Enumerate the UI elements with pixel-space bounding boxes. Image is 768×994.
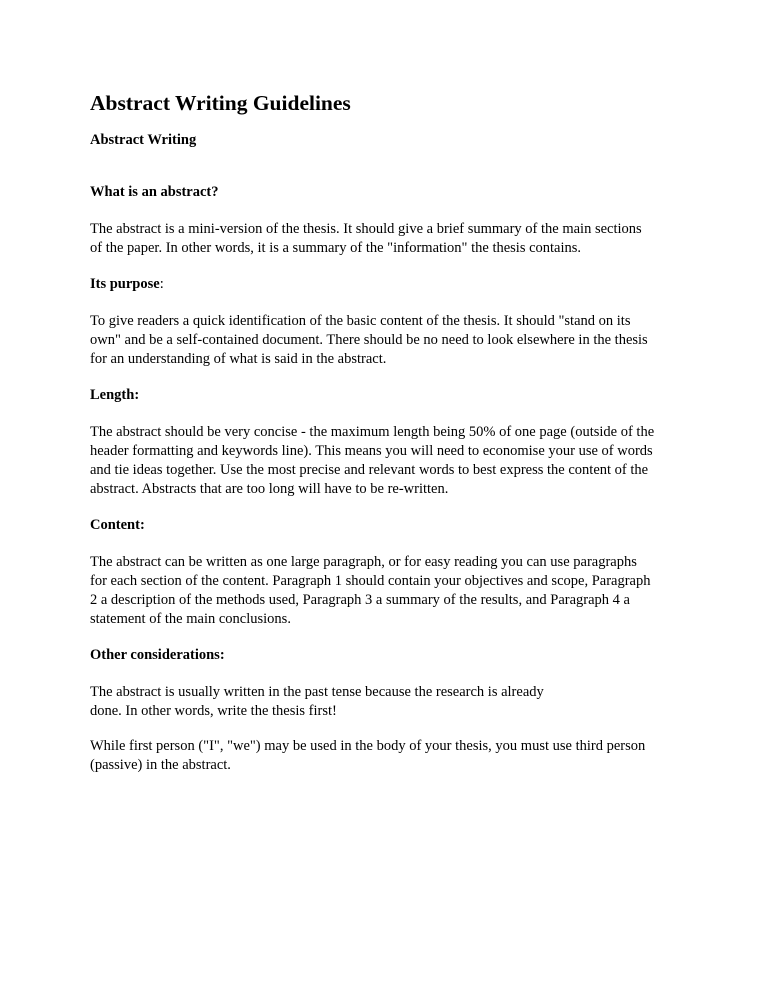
paragraph-line: statement of the main conclusions. xyxy=(90,611,291,627)
section-heading-what-text: What is an abstract? xyxy=(90,184,219,200)
section-heading-what xyxy=(90,182,690,202)
section-paragraph-other-1 xyxy=(90,683,690,721)
section-paragraph-purpose xyxy=(90,312,690,369)
paragraph-line: for an understanding of what is said in the abstract. xyxy=(90,351,387,367)
section-paragraph-content xyxy=(90,553,690,629)
paragraph-line: abstract. Abstracts that are too long will have to be re-written. xyxy=(90,481,449,497)
paragraph-line: The abstract can be written as one large paragraph, or for easy reading you can use paragraphs xyxy=(90,554,637,570)
document-subtitle: Abstract Writing xyxy=(90,132,197,148)
paragraph-line: and tie ideas together. Use the most precise and relevant words to best express the content of the xyxy=(90,462,649,478)
paragraph-line: The abstract should be very concise - the maximum length being 50% of one page (outside of the xyxy=(90,424,655,440)
paragraph-line: for each section of the content. Paragraph 1 should contain your objectives and scope, Paragraph xyxy=(90,573,651,589)
section-heading-purpose-text: Its purpose xyxy=(90,276,160,292)
paragraph-line: To give readers a quick identification of the basic content of the thesis. It should "stand on its xyxy=(90,313,631,329)
section-paragraph-what xyxy=(90,220,690,258)
section-heading-purpose-colon: : xyxy=(159,276,164,292)
paragraph-line: of the paper. In other words, it is a summary of the "information" the thesis contains. xyxy=(90,240,582,256)
document-page xyxy=(90,88,690,775)
section-heading-content-text: Content: xyxy=(90,517,145,533)
paragraph-line: 2 a description of the methods used, Paragraph 3 a summary of the results, and Paragraph 4 a xyxy=(90,592,630,608)
paragraph-line: own" and be a self-contained document. There should be no need to look elsewhere in the thesis xyxy=(90,332,648,348)
paragraph-line: done. In other words, write the thesis first! xyxy=(90,703,337,719)
section-paragraph-length xyxy=(90,423,690,499)
document-title: Abstract Writing Guidelines xyxy=(90,91,351,115)
paragraph-line: The abstract is usually written in the past tense because the research is already xyxy=(90,684,544,700)
section-heading-purpose xyxy=(90,274,690,294)
section-paragraph-other-2 xyxy=(90,737,690,775)
paragraph-line: (passive) in the abstract. xyxy=(90,757,231,773)
section-heading-length-text: Length: xyxy=(90,387,140,403)
paragraph-line: While first person ("I", "we") may be used in the body of your thesis, you must use third person xyxy=(90,738,646,754)
section-heading-length xyxy=(90,385,690,405)
paragraph-line: The abstract is a mini-version of the thesis. It should give a brief summary of the main sections xyxy=(90,221,642,237)
section-heading-other xyxy=(90,645,690,665)
section-heading-content xyxy=(90,515,690,535)
paragraph-line: header formatting and keywords line). This means you will need to economise your use of words xyxy=(90,443,653,459)
section-heading-other-text: Other considerations: xyxy=(90,647,225,663)
